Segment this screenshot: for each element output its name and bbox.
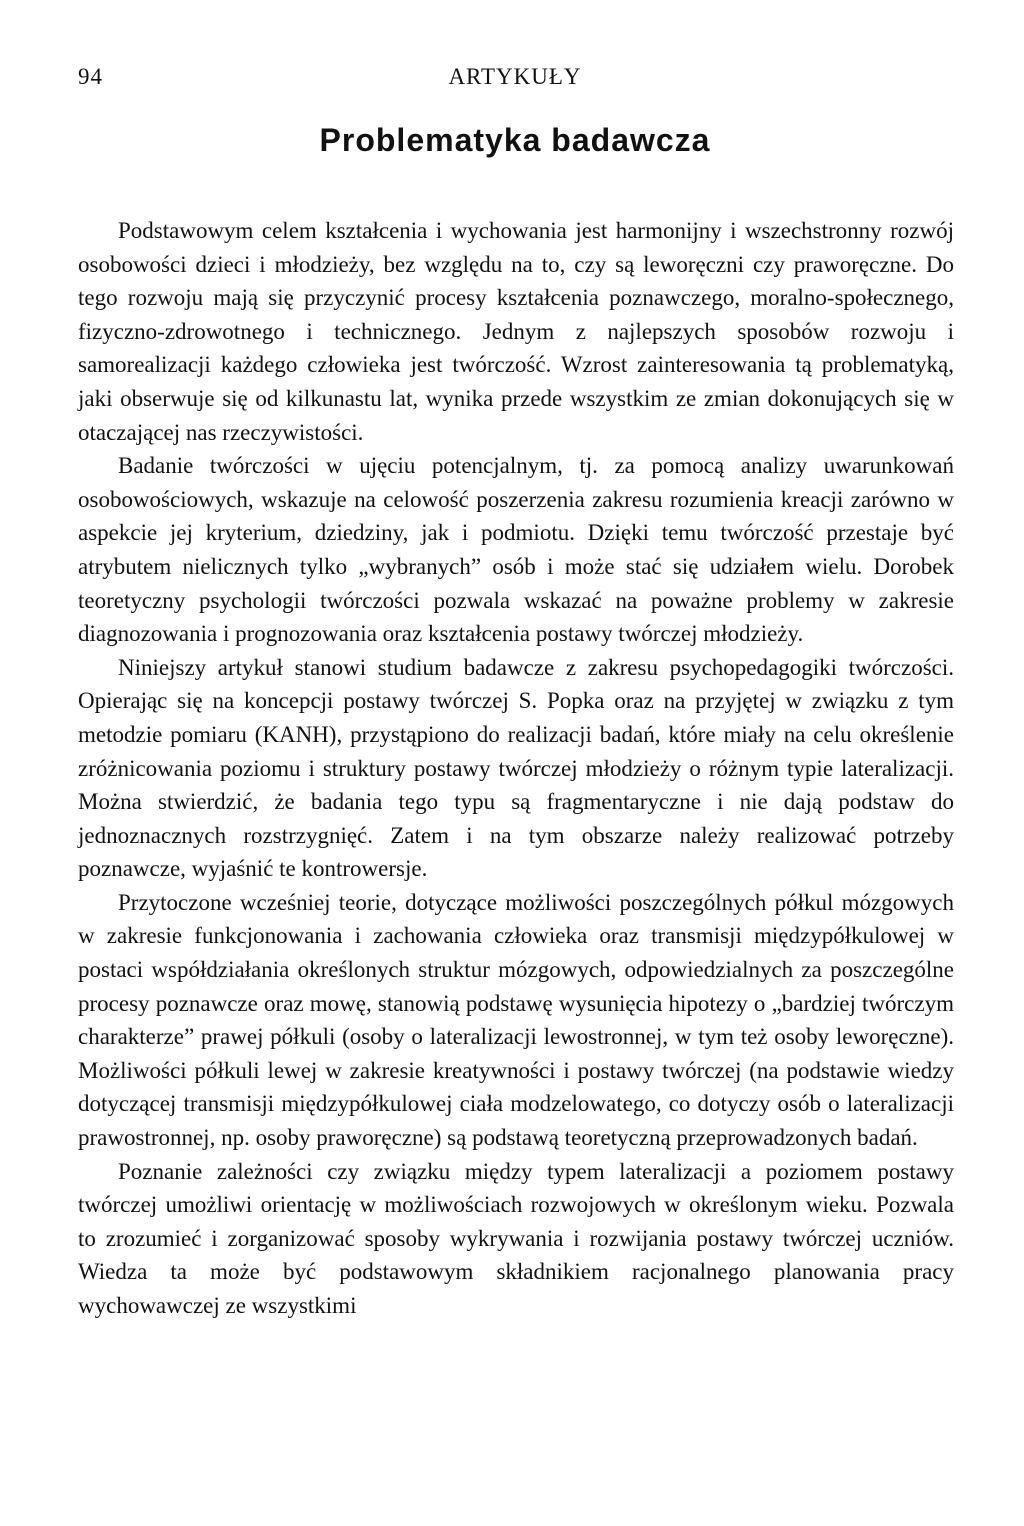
- section-label: ARTYKUŁY: [448, 64, 582, 89]
- paragraph: Niniejszy artykuł stanowi studium badawcze z zakresu psychopedagogiki twórczości. Opierając się na koncepcji postawy twórczej S. Popka oraz na przyjętej w związku z tym metodzie pomiaru (KANH), przystąpiono do realizacji badań, które miały na celu określenie zróżnicowania poziomu i struktury postawy twórczej młodzieży o różnym typie lateralizacji. Można stwierdzić, że badania tego typu są fragmentaryczne i nie dają podstaw do jednoznacznych rozstrzygnięć. Zatem i na tym obszarze należy realizować potrzeby poznawcze, wyjaśnić te kontrowersje.: [78, 654, 954, 882]
- running-head: [78, 64, 952, 96]
- page-number: 94: [78, 64, 103, 89]
- paragraph: Badanie twórczości w ujęciu potencjalnym, tj. za pomocą analizy uwarunkowań osobowościowych, wskazuje na celowość poszerzenia zakresu rozumienia kreacji zarówno w aspekcie jej kryterium, dziedziny, jak i podmiotu. Dzięki temu twórczość przestaje być atrybutem nielicznych tylko „wybranych” osób i może stać się udziałem wielu. Dorobek teoretyczny psychologii twórczości pozwala wskazać na poważne problemy w zakresie diagnozowania i prognozowania oraz kształcenia postawy twórczej młodzieży.: [78, 453, 954, 647]
- section-title: Problematyka badawcza: [319, 122, 711, 158]
- paragraph: Przytoczone wcześniej teorie, dotyczące możliwości poszczególnych półkul mózgowych w zakresie funkcjonowania i zachowania człowieka oraz transmisji międzypółkulowej w postaci współdziałania określonych struktur mózgowych, odpowiedzialnych za poszczególne procesy poznawcze oraz mowę, stanowią podstawę wysunięcia hipotezy o „bardziej twórczym charakterze” prawej półkuli (osoby o lateralizacji lewostronnej, w tym też osoby leworęczne). Możliwości półkuli lewej w zakresie kreatywności i postawy twórczej (na podstawie wiedzy dotyczącej transmisji międzypółkulowej ciała modzelowatego, co dotyczy osób o lateralizacji prawostronnej, np. osoby praworęczne) są podstawą teoretyczną przeprowadzonych badań.: [78, 889, 954, 1151]
- paragraph: Podstawowym celem kształcenia i wychowania jest harmonijny i wszechstronny rozwój osobowości dzieci i młodzieży, bez względu na to, czy są leworęczni czy praworęczne. Do tego rozwoju mają się przyczynić procesy kształcenia poznawczego, moralno-społecznego, fizyczno-zdrowotnego i technicznego. Jednym z najlepszych sposobów rozwoju i samorealizacji każdego człowieka jest twórczość. Wzrost zainteresowania tą problematyką, jaki obserwuje się od kilkunastu lat, wynika przede wszystkim ze zmian dokonujących się w otaczającej nas rzeczywistości.: [78, 218, 954, 445]
- body-text: [78, 214, 954, 1323]
- paragraph: Poznanie zależności czy związku między typem lateralizacji a poziomem postawy twórczej umożliwi orientację w możliwościach rozwojowych w określonym wieku. Pozwala to zrozumieć i zorganizować sposoby wykrywania i rozwijania postawy twórczej uczniów. Wiedza ta może być podstawowym składnikiem racjonalnego planowania pracy wychowawczej ze wszystkimi: [78, 1158, 954, 1318]
